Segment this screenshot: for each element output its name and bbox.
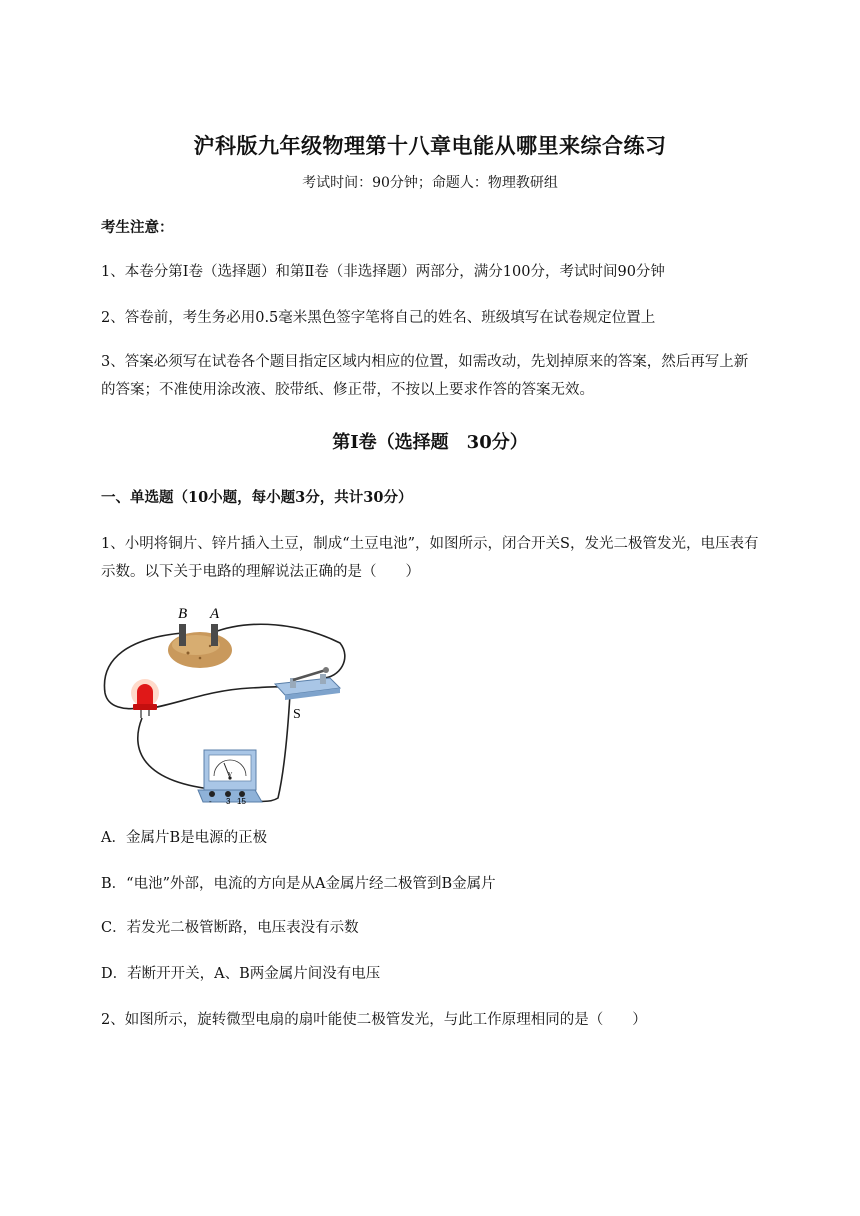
question-1-option-a[interactable]: A．金属片B是电源的正极: [101, 830, 268, 846]
section-title: 第Ⅰ卷（选择题 30分）: [332, 432, 528, 453]
exam-info: 考试时间：90分钟；命题人：物理教研组: [302, 175, 558, 191]
question-1-option-d[interactable]: D．若断开开关，A、B两金属片间没有电压: [101, 966, 381, 982]
notice-item-3: 3、答案必须写在试卷各个题目指定区域内相应的位置，如需改动，先划掉原来的答案，然后再写上新的答案；不准使用涂改液、胶带纸、修正带，不按以上要求作答的答案无效。: [101, 354, 749, 398]
terminal-15: 15: [237, 797, 246, 806]
label-b: B: [178, 606, 188, 622]
page-title: 沪科版九年级物理第十八章电能从哪里来综合练习: [193, 133, 667, 158]
terminal-minus: -: [209, 797, 212, 806]
potato: [168, 632, 232, 668]
switch-icon: [275, 667, 340, 700]
label-s: S: [293, 707, 301, 722]
question-2-stem: 2、如图所示，旋转微型电扇的扇叶能使二极管发光，与此工作原理相同的是（ ）: [101, 1012, 647, 1028]
meter-symbol: V: [228, 772, 233, 778]
metal-plate-b: [179, 624, 186, 646]
voltmeter-icon: [198, 750, 262, 806]
wire-led-to-switch: [152, 687, 285, 708]
question-type-heading: 一、单选题（10小题，每小题3分，共计30分）: [101, 489, 413, 506]
potato-battery-circuit-figure: [100, 598, 350, 808]
question-1-stem: 1、小明将铜片、锌片插入土豆，制成“土豆电池”，如图所示，闭合开关S，发光二极管发光，电压表有示数。以下关于电路的理解说法正确的是（ ）: [101, 536, 759, 580]
notice-heading: 考生注意：: [101, 219, 174, 236]
notice-item-2: 2、答卷前，考生务必用0.5毫米黑色签字笔将自己的姓名、班级填写在试卷规定位置上: [101, 310, 656, 326]
label-a: A: [210, 606, 220, 622]
question-1-option-c[interactable]: C．若发光二极管断路，电压表没有示数: [101, 920, 359, 936]
metal-plate-a: [211, 624, 218, 646]
terminal-3: 3: [226, 797, 231, 806]
notice-item-1: 1、本卷分第Ⅰ卷（选择题）和第Ⅱ卷（非选择题）两部分，满分100分，考试时间90分钟: [101, 264, 665, 280]
question-1-option-b[interactable]: B．“电池”外部，电流的方向是从A金属片经二极管到B金属片: [101, 876, 496, 892]
led-diode-icon: [131, 679, 159, 718]
